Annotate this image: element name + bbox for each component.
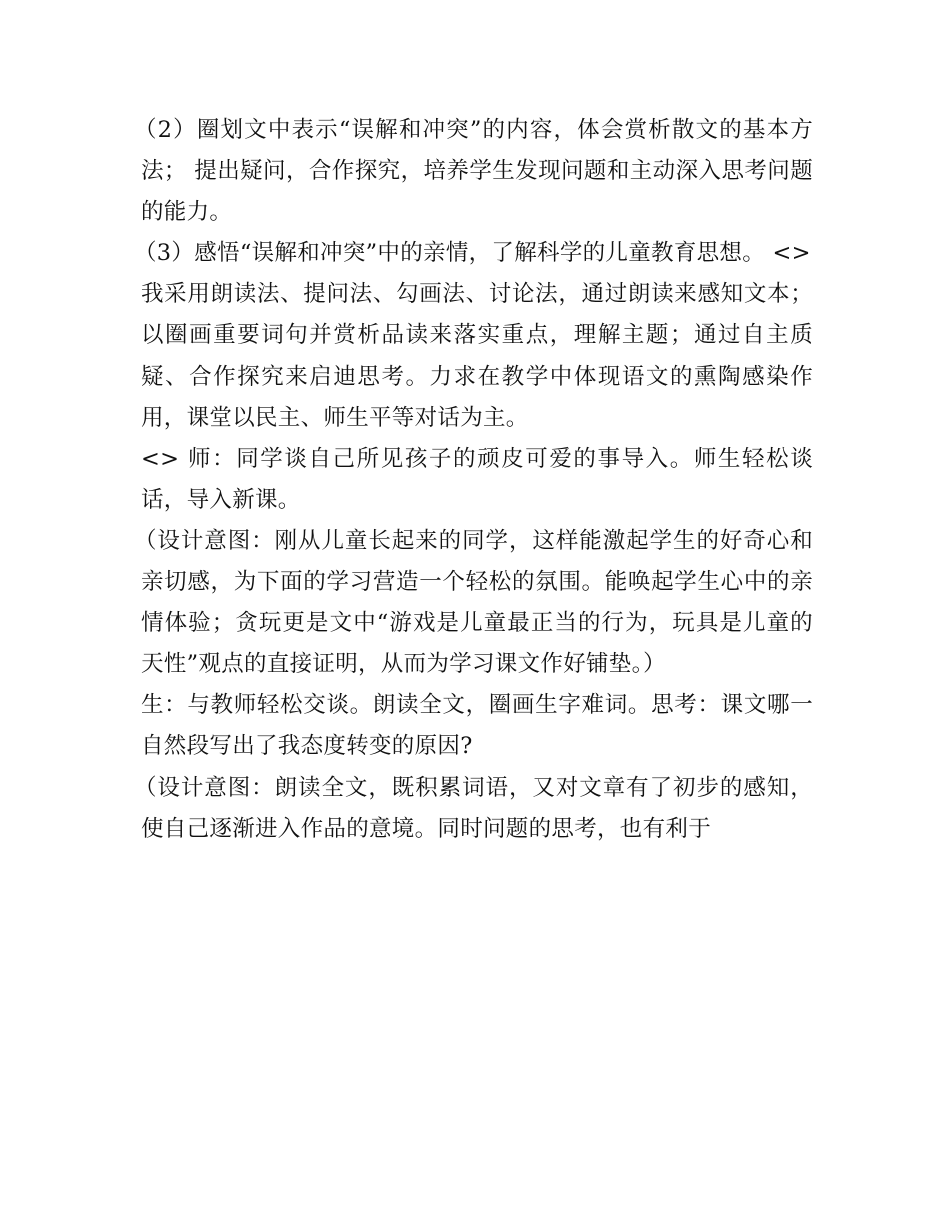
paragraph-objective-2: （2）圈划文中表示“误解和冲突”的内容，体会赏析散文的基本方法； 提出疑问，合作探究，培养学生发现问题和主动深入思考问题的能力。 — [134, 117, 813, 226]
paragraph-objective-3: （3）感悟“误解和冲突”中的亲情，了解科学的儿童教育思想。 <> — [134, 240, 811, 267]
paragraph-student-activity: 生：与教师轻松交谈。朗读全文，圈画生字难词。思考：课文哪一自然段写出了我态度转变的原因? — [141, 692, 813, 760]
paragraph-teacher-intro: <> 师：同学谈自己所见孩子的顽皮可爱的事导入。师生轻松谈话，导入新课。 — [141, 445, 813, 513]
paragraph-design-intent-1: （设计意图：刚从儿童长起来的同学，这样能激起学生的好奇心和亲切感，为下面的学习营造一个轻松的氛围。能唤起学生心中的亲情体验；贪玩更是文中“游戏是儿童最正当的行为，玩具是儿童的天性”观点的直接证明，从而为学习课文作好铺垫。） — [134, 527, 813, 678]
paragraph-teaching-methods: 我采用朗读法、提问法、勾画法、讨论法，通过朗读来感知文本；以圈画重要词句并赏析品读来落实重点，理解主题；通过自主质疑、合作探究来启迪思考。力求在教学中体现语文的熏陶感染作用，课堂以民主、师生平等对话为主。 — [141, 281, 813, 431]
document-body — [134, 110, 813, 850]
paragraph-design-intent-2: （设计意图：朗读全文，既积累词语，又对文章有了初步的感知，使自己逐渐进入作品的意境。同时问题的思考，也有利于 — [134, 774, 813, 842]
